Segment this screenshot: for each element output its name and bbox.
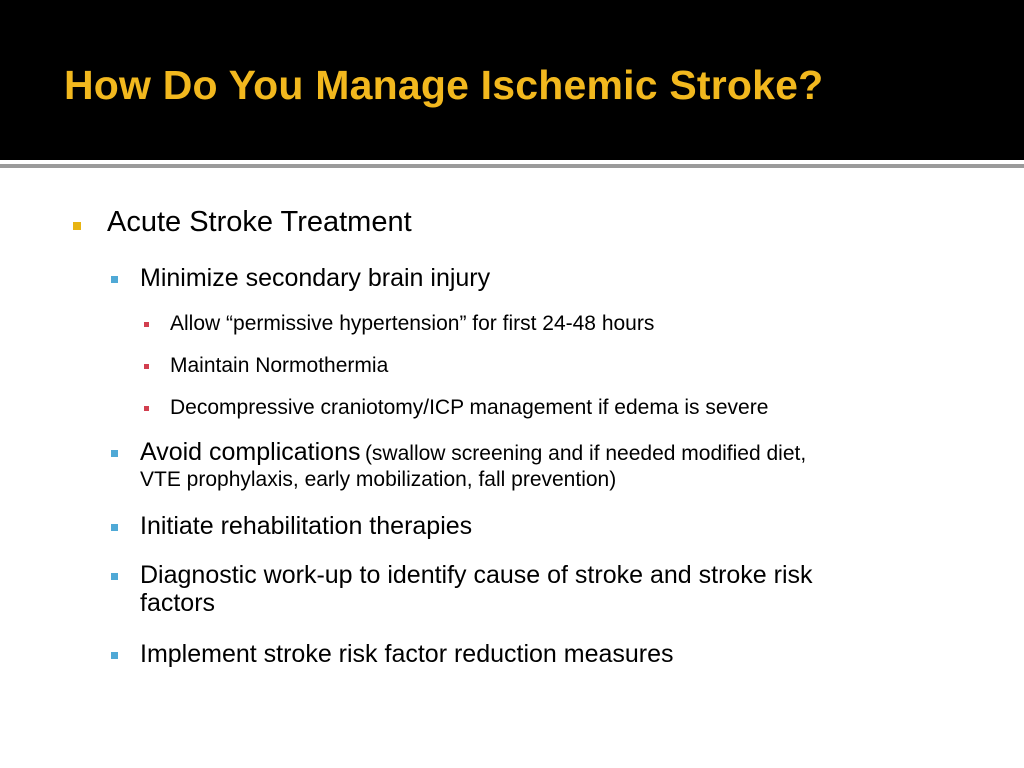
square-bullet-icon: [144, 322, 149, 327]
square-bullet-icon: [144, 364, 149, 369]
bullet-level3-decompressive: [170, 396, 768, 420]
bullet-level2-avoid: [140, 438, 806, 492]
bullet-text-decompressive: Decompressive craniotomy/ICP management if edema is severe: [170, 396, 769, 419]
bullet-text-normothermia: Maintain Normothermia: [170, 354, 389, 377]
bullet-note-avoid-line1: (swallow screening and if needed modified diet,: [364, 442, 807, 465]
square-bullet-icon: [111, 652, 118, 659]
bullet-note-avoid-line2: VTE prophylaxis, early mobilization, fall prevention): [140, 468, 617, 491]
square-bullet-icon: [111, 276, 118, 283]
bullet-level3-normothermia: [170, 354, 388, 378]
square-bullet-icon: [73, 222, 81, 230]
square-bullet-icon: [144, 406, 149, 411]
square-bullet-icon: [111, 524, 118, 531]
slide-title: How Do You Manage Ischemic Stroke?: [64, 62, 824, 108]
bullet-level2-minimize: [140, 264, 490, 293]
bullet-text-minimize: Minimize secondary brain injury: [140, 264, 491, 292]
bullet-level2-implement: [140, 640, 674, 669]
bullet-level2-rehab: [140, 512, 472, 541]
square-bullet-icon: [111, 450, 118, 457]
bullet-text-acute: Acute Stroke Treatment: [107, 206, 412, 238]
bullet-level1-acute: [107, 206, 412, 239]
bullet-text-diagnostic-line1: Diagnostic work-up to identify cause of stroke and stroke risk: [140, 561, 813, 589]
bullet-text-rehab: Initiate rehabilitation therapies: [140, 512, 473, 540]
square-bullet-icon: [111, 573, 118, 580]
bullet-text-avoid: Avoid complications: [140, 438, 361, 466]
bullet-text-implement: Implement stroke risk factor reduction measures: [140, 640, 674, 668]
bullet-level3-permissive: [170, 312, 654, 336]
bullet-text-diagnostic-line2: factors: [140, 589, 216, 617]
bullet-text-permissive: Allow “permissive hypertension” for first 24-48 hours: [170, 312, 655, 335]
bullet-level2-diagnostic: [140, 561, 813, 618]
